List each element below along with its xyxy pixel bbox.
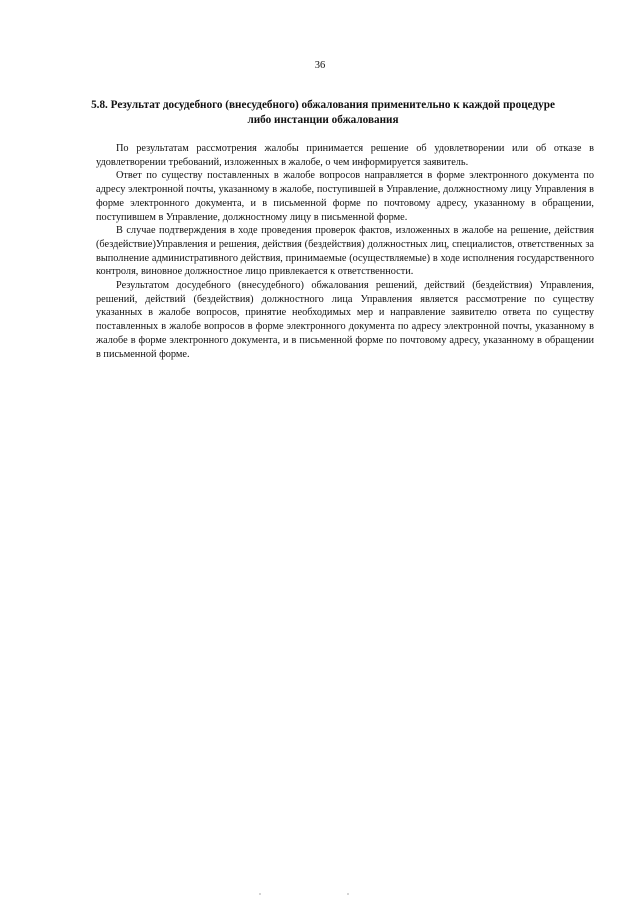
paragraph-responsibility: В случае подтверждения в ходе проведения проверок фактов, изложенных в жалобе на решение, действия (бездействие)Управления и решения, действия (бездействия) должностных лиц, специалистов, ответственных за выполнение административного действия, принимаемые (осуществляемые) в ходе исполнения государственного контроля, виновное должностное лицо привлекается к ответственности.: [96, 225, 594, 278]
body-text: [96, 142, 594, 361]
scan-artifact-dots: [255, 893, 365, 897]
scan-dot: [347, 893, 349, 895]
paragraph-decision: По результатам рассмотрения жалобы принимается решение об удовлетворении или об отказе в удовлетворении требований, изложенных в жалобе, о чем информируется заявитель.: [96, 143, 594, 168]
paragraph-response-delivery: Ответ по существу поставленных в жалобе вопросов направляется в форме электронного документа по адресу электронной почты, указанному в жалобе, поступившей в Управление, должностному лицу Управления в форме электронного документа, и в письменной форме по почтовому адресу, указанному в обращении, поступившем в Управление, должностному лицу в письменной форме.: [96, 170, 594, 223]
page-number: 36: [314, 60, 326, 71]
paragraph-result: Результатом досудебного (внесудебного) обжалования решений, действий (бездействия) Управления, решений, действий (бездействия) должностного лица Управления является рассмотрение по существу указанных в жалобе вопросов, принятие необходимых мер и направление заявителю ответа по существу поставленных в жалобе вопросов в форме электронного документа по адресу электронной почты, указанному в жалобе в форме электронного документа, и в письменной форме по почтовому адресу, указанному в обращении в письменной форме.: [96, 280, 594, 360]
section-title: 5.8. Результат досудебного (внесудебного) обжалования применительно к каждой процедуре либо инстанции обжалования: [91, 99, 555, 126]
scan-dot: [259, 893, 261, 895]
